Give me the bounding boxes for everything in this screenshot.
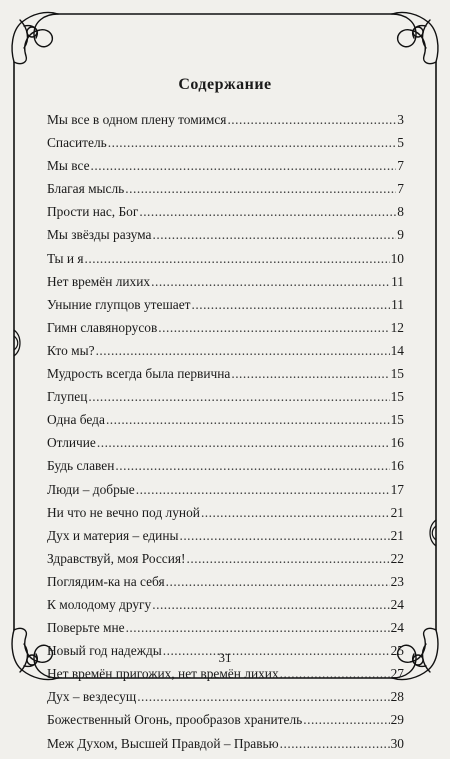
toc-entry-page: 7 — [397, 158, 404, 174]
toc-entry — [47, 482, 404, 505]
toc-leader-dots — [280, 666, 390, 682]
toc-leader-dots — [151, 274, 390, 290]
toc-entry — [47, 666, 404, 689]
toc-entry — [47, 251, 404, 274]
toc-entry-title: Ты и я — [47, 250, 84, 266]
toc-leader-dots — [88, 389, 389, 405]
toc-entry-page: 23 — [390, 573, 404, 589]
toc-leader-dots — [166, 574, 390, 590]
toc-entry-page: 10 — [390, 250, 404, 266]
toc-leader-dots — [187, 551, 390, 567]
toc-entry — [47, 297, 404, 320]
toc-leader-dots — [125, 181, 396, 197]
toc-entry-page: 7 — [397, 181, 404, 197]
toc-entry-page: 29 — [390, 712, 404, 728]
toc-leader-dots — [192, 297, 391, 313]
toc-entry — [47, 366, 404, 389]
toc-entry-title: Дух и материя – едины — [47, 527, 179, 543]
toc-leader-dots — [96, 343, 390, 359]
toc-entry-title: Поглядим-ка на себя — [47, 573, 165, 589]
toc-entry-title: Божественный Огонь, прообразов хранитель — [47, 712, 303, 728]
toc-entry-title: Отличие — [47, 435, 96, 451]
toc-entry-page: 16 — [390, 435, 404, 451]
toc-entry-page: 12 — [390, 319, 404, 335]
toc-entry — [47, 274, 404, 297]
toc-entry-page: 15 — [390, 366, 404, 382]
toc-entry — [47, 689, 404, 712]
toc-leader-dots — [158, 320, 389, 336]
toc-entry — [47, 435, 404, 458]
toc-entry-title: Мы все в одном плену томимся — [47, 112, 227, 127]
toc-entry-title: Гимн славянорусов — [47, 319, 158, 335]
toc-entry — [47, 736, 404, 759]
toc-leader-dots — [303, 712, 389, 728]
toc-entry — [47, 528, 404, 551]
toc-entry-page: 24 — [390, 596, 404, 612]
toc-entry-page: 16 — [390, 458, 404, 474]
toc-leader-dots — [227, 112, 396, 128]
toc-entry-page: 30 — [390, 735, 404, 751]
toc-entry — [47, 712, 404, 735]
toc-entry-page: 3 — [397, 112, 404, 127]
toc-entry-title: Новый год надежды — [47, 643, 162, 659]
toc-leader-dots — [152, 597, 389, 613]
toc-leader-dots — [85, 251, 390, 267]
corner-knot-top-right-icon — [392, 12, 438, 63]
toc-entry-page: 25 — [390, 643, 404, 659]
toc-entry-page: 15 — [390, 389, 404, 405]
toc-entry-title: Прости нас, Бог — [47, 204, 139, 220]
toc-entry-page: 21 — [390, 527, 404, 543]
toc-entry-title: Мы звёзды разума — [47, 227, 152, 243]
side-flourish-left-icon — [14, 330, 20, 356]
toc-entry — [47, 343, 404, 366]
toc-entry-title: Кто мы? — [47, 342, 95, 358]
toc-entry-title: Поверьте мне — [47, 620, 125, 636]
toc-entry-title: Люди – добрые — [47, 481, 135, 497]
toc-entry-title: Спаситель — [47, 135, 107, 151]
toc-entry-page: 11 — [391, 296, 404, 312]
toc-entry — [47, 135, 404, 158]
toc-leader-dots — [280, 736, 390, 752]
toc-entry — [47, 505, 404, 528]
toc-entry-page: 9 — [397, 227, 404, 243]
toc-entry-page: 8 — [397, 204, 404, 220]
toc-entry-page: 27 — [390, 666, 404, 682]
toc-entry-page: 17 — [390, 481, 404, 497]
toc-entry-page: 11 — [391, 273, 404, 289]
toc-entry — [47, 181, 404, 204]
toc-entry — [47, 158, 404, 181]
toc-entry — [47, 112, 404, 135]
toc-entry-page: 28 — [390, 689, 404, 705]
toc-entry — [47, 597, 404, 620]
toc-entry-page: 22 — [390, 550, 404, 566]
page-title: Содержание — [178, 76, 272, 93]
toc-leader-dots — [201, 505, 390, 521]
toc-entry-title: Меж Духом, Высшей Правдой – Правью — [47, 735, 279, 751]
toc-leader-dots — [108, 135, 397, 151]
toc-leader-dots — [97, 435, 390, 451]
toc-leader-dots — [106, 412, 390, 428]
corner-knot-top-left-icon — [12, 12, 58, 63]
toc-entry — [47, 227, 404, 250]
toc-entry-title: Мы все — [47, 158, 90, 174]
toc-entry-title: Ни что не вечно под луной — [47, 504, 200, 520]
toc-leader-dots — [91, 158, 397, 174]
toc-entry-title: Глупец — [47, 389, 88, 405]
toc-entry-title: Мудрость всегда была первична — [47, 366, 231, 382]
toc-entry-title: Одна беда — [47, 412, 105, 428]
toc-leader-dots — [139, 204, 396, 220]
toc-entry-title: Уныние глупцов утешает — [47, 296, 191, 312]
toc-entry-page: 21 — [390, 504, 404, 520]
toc-leader-dots — [115, 458, 389, 474]
toc-entry — [47, 412, 404, 435]
toc-entry-title: Нет времён пригожих, нет времён лихих — [47, 666, 279, 682]
toc-entry-title: Будь славен — [47, 458, 115, 474]
toc-entry — [47, 320, 404, 343]
toc-entry-title: К молодому другу — [47, 596, 152, 612]
toc-entry-page: 15 — [390, 412, 404, 428]
toc-leader-dots — [153, 227, 397, 243]
toc-leader-dots — [136, 482, 390, 498]
toc-entry-page: 24 — [390, 620, 404, 636]
toc-entry — [47, 389, 404, 412]
toc-entry — [47, 458, 404, 481]
toc-entry — [47, 620, 404, 643]
toc-entry-page: 14 — [390, 342, 404, 358]
side-flourish-right-icon — [430, 520, 436, 546]
toc-leader-dots — [179, 528, 389, 544]
page-number: 31 — [218, 650, 232, 665]
toc-entry — [47, 204, 404, 227]
toc-leader-dots — [126, 620, 390, 636]
toc-entry-title: Здравствуй, моя Россия! — [47, 550, 186, 566]
toc-entry-page: 5 — [397, 135, 404, 151]
toc-entry-title: Благая мысль — [47, 181, 125, 197]
toc-leader-dots — [231, 366, 389, 382]
toc-entry-title: Нет времён лихих — [47, 273, 151, 289]
toc-entry — [47, 551, 404, 574]
toc-entry-title: Дух – вездесущ — [47, 689, 137, 705]
toc-entry — [47, 574, 404, 597]
